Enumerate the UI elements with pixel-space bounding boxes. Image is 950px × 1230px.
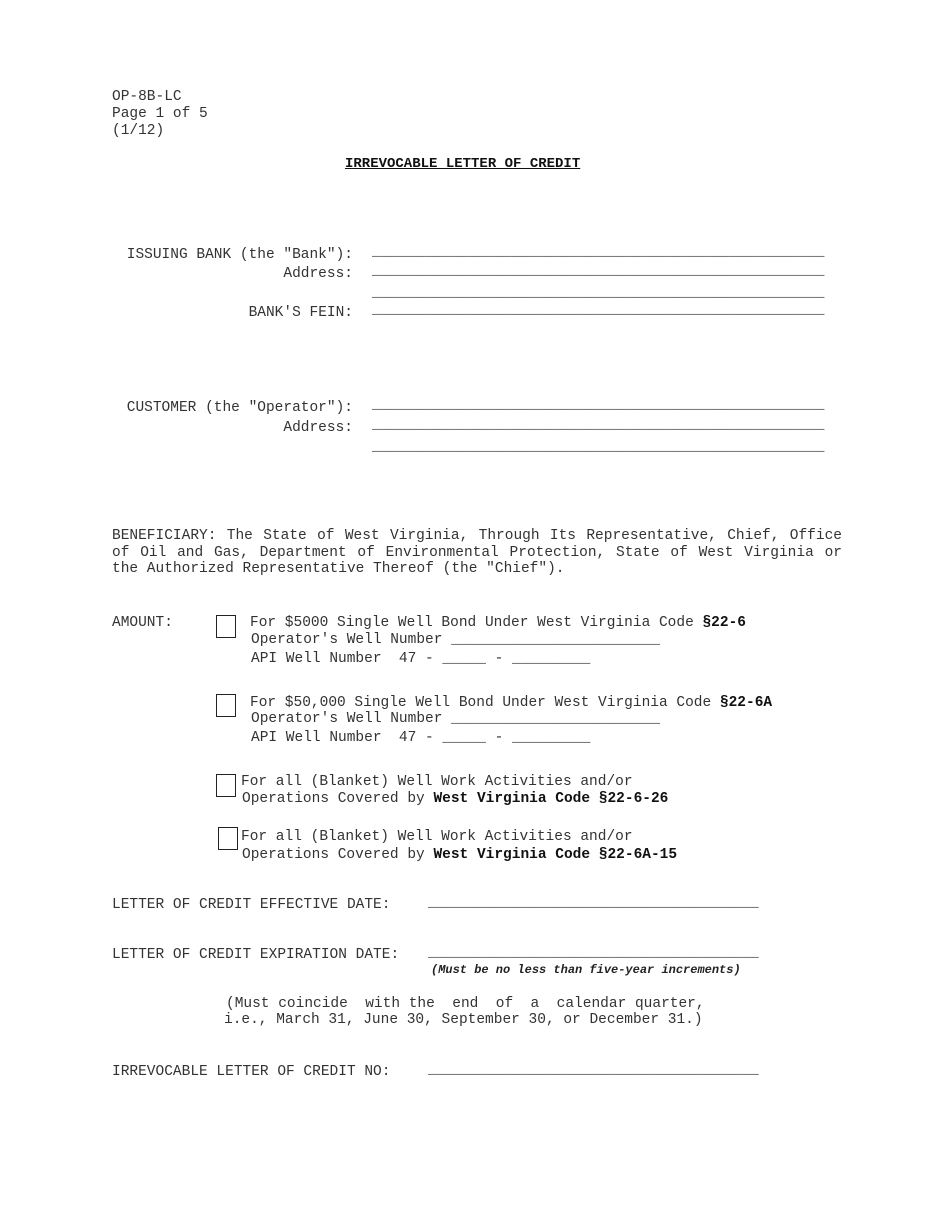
single-well-22-6a-checkbox[interactable]: [216, 694, 236, 717]
option-blanket-6a-line2: [242, 847, 677, 864]
bank-address-label: Address:: [283, 266, 353, 282]
loc-number-label: IRREVOCABLE LETTER OF CREDIT NO:: [112, 1064, 391, 1080]
coincide-note-line1: (Must coincide with the end of a calendar quarter,: [226, 996, 705, 1012]
issuing-bank-label: ISSUING BANK (the "Bank"):: [126, 247, 353, 263]
form-code: OP-8B-LC: [112, 89, 182, 105]
code-ref: §22-6: [702, 615, 746, 631]
customer-field[interactable]: ____________________________________________________: [372, 397, 825, 413]
issuing-bank-field[interactable]: ____________________________________________________: [372, 244, 825, 260]
beneficiary-paragraph: BENEFICIARY: The State of West Virginia, Through Its Representative, Chief, Office of Oil and Gas, Department of Environmental Protection, State of West Virginia or the Authorized Representative Thereof (the "Chief").: [112, 528, 842, 577]
option-text: Operations Covered by: [242, 847, 434, 863]
customer-address-field-1[interactable]: ____________________________________________________: [372, 417, 825, 433]
increment-note: (Must be no less than five-year increments): [431, 963, 741, 977]
blanket-22-6a-15-checkbox[interactable]: [218, 827, 238, 850]
expiration-date-label: LETTER OF CREDIT EXPIRATION DATE:: [112, 947, 400, 963]
api-well-number-field-2[interactable]: API Well Number 47 - _____ - _________: [251, 730, 591, 746]
option-text: For $50,000 Single Well Bond Under West Virginia Code: [250, 695, 720, 711]
loc-number-field[interactable]: ______________________________________: [428, 1062, 759, 1078]
code-ref: §22-6A: [719, 695, 773, 711]
option-text: For $5000 Single Well Bond Under West Virginia Code: [250, 615, 703, 631]
option-text: Operations Covered by: [242, 791, 434, 807]
page-title: IRREVOCABLE LETTER OF CREDIT: [345, 156, 581, 172]
operator-well-number-field-1[interactable]: Operator's Well Number ________________________: [251, 632, 660, 648]
bank-address-field-1[interactable]: ____________________________________________________: [372, 263, 825, 279]
code-ref: West Virginia Code §22-6A-15: [433, 847, 678, 863]
form-revision: (1/12): [112, 123, 165, 139]
single-well-22-6-checkbox[interactable]: [216, 615, 236, 638]
amount-label: AMOUNT:: [112, 615, 173, 631]
option-single-well-22-6: [250, 615, 746, 632]
operator-well-number-field-2[interactable]: Operator's Well Number ________________________: [251, 711, 660, 727]
expiration-date-field[interactable]: ______________________________________: [428, 945, 759, 961]
bank-fein-field[interactable]: ____________________________________________________: [372, 302, 825, 318]
effective-date-label: LETTER OF CREDIT EFFECTIVE DATE:: [112, 897, 391, 913]
blanket-22-6-26-checkbox[interactable]: [216, 774, 236, 797]
page-number: Page 1 of 5: [112, 106, 208, 122]
customer-address-label: Address:: [283, 420, 353, 436]
option-blanket-6a-line1: For all (Blanket) Well Work Activities and/or: [241, 829, 633, 845]
option-single-well-22-6a: [250, 695, 772, 712]
api-well-number-field-1[interactable]: API Well Number 47 - _____ - _________: [251, 651, 591, 667]
option-blanket-line2: [242, 791, 668, 808]
code-ref: West Virginia Code §22-6-26: [433, 791, 669, 807]
option-blanket-line1: For all (Blanket) Well Work Activities and/or: [241, 774, 633, 790]
effective-date-field[interactable]: ______________________________________: [428, 895, 759, 911]
bank-fein-label: BANK'S FEIN:: [248, 305, 353, 321]
customer-address-field-2[interactable]: ____________________________________________________: [372, 439, 825, 455]
coincide-note-line2: i.e., March 31, June 30, September 30, or December 31.): [224, 1012, 703, 1028]
customer-label: CUSTOMER (the "Operator"):: [126, 400, 353, 416]
bank-address-field-2[interactable]: ____________________________________________________: [372, 285, 825, 301]
